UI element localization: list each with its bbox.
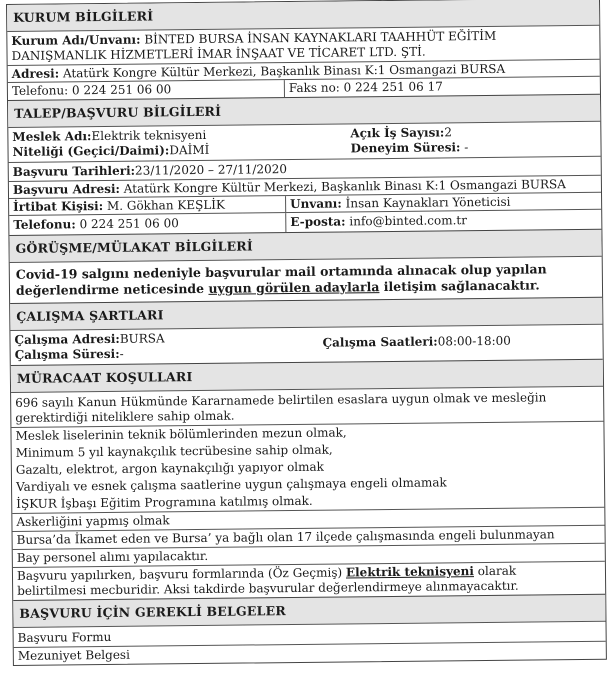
kurum-ad-value-2: DANIŞMANLIK HİZMETLERİ İMAR İNŞAAT VE TİCARET LTD. ŞTİ. <box>11 44 426 63</box>
meslek-value: Elektrik teknisyeni <box>91 127 207 144</box>
muracaat-line-2: Meslek liselerinin teknik bölümlerinden mezun olmak, <box>11 421 603 445</box>
irtibat-label: İrtibat Kişisi: <box>13 198 104 214</box>
muracaat-line-4: Gazaltı, elektrot, argon kaynakçılığı yapıyor olmak <box>15 459 324 477</box>
basvuru-adres-label: Başvuru Adresi: <box>12 181 121 197</box>
tarih-value: 23/11/2020 – 27/11/2020 <box>134 162 288 178</box>
tarih-label: Başvuru Tarihleri: <box>12 163 136 179</box>
muracaat-line-10u: Elektrik teknisyeni <box>345 564 475 580</box>
calisma-saat-value: 08:00-18:00 <box>437 333 511 349</box>
belgeler-item-2: Mezuniyet Belgesi <box>14 641 606 665</box>
muracaat-line-1b: gerektirdiği niteliklere sahip olmak. <box>15 408 235 425</box>
calisma-adres-label: Çalışma Adresi: <box>14 331 120 347</box>
kurum-ad-label: Kurum Adı/Unvanı: <box>11 32 141 48</box>
nitelik-label: Niteliği (Geçici/Daimi): <box>12 143 170 159</box>
muracaat-line-1a: 696 sayılı Kanun Hükmünde Kararnamede belirtilen esaslara uygun olmak ve mesleğin <box>15 390 547 410</box>
gorusme-header: GÖRÜŞME/MÜLAKAT BİLGİLERİ <box>9 229 601 262</box>
document-page <box>6 0 607 666</box>
muracaat-line-8: Bursa’da İkamet eden ve Bursa’ ya bağlı olan 17 ilçede çalışmasında engeli bulunmayan <box>13 525 605 549</box>
belgeler-item-1: Başvuru Formu <box>14 621 606 647</box>
muracaat-line-10b: olarak <box>473 563 517 579</box>
muracaat-line-7: Askerliğini yapmış olmak <box>12 507 604 531</box>
muracaat-line-10a: Başvuru yapılırken, başvuru formlarında (Öz Geçmiş) <box>16 565 347 583</box>
gorusme-text-2u: uygun görülen adaylarla <box>208 279 380 296</box>
deneyim-label: Deneyim Süresi: <box>350 140 461 156</box>
calisma-saat-label: Çalışma Saatleri: <box>322 334 438 350</box>
acik-is-label: Açık İş Sayısı: <box>350 125 445 141</box>
acik-is-value: 2 <box>444 125 453 140</box>
muracaat-line-9: Bay personel alımı yapılacaktır. <box>13 543 605 567</box>
muracaat-line-5: Vardiyalı ve esnek çalışma saatlerine uygun çalışmaya engeli olmamak <box>15 475 447 494</box>
gorusme-text-2a: değerlendirme neticesinde <box>15 280 209 298</box>
unvan-label: Unvanı: <box>290 196 342 212</box>
calisma-header: ÇALIŞMA ŞARTLARI <box>10 297 602 330</box>
eposta-label: E-posta: <box>290 214 346 230</box>
muracaat-line-6: İŞKUR İşbaşı Eğitim Programına katılmış olmak. <box>16 493 313 511</box>
talep-telefon-label: Telefonu: <box>13 217 76 232</box>
belgeler-header: BAŞVURU İÇİN GEREKLİ BELGELER <box>13 594 605 627</box>
kurum-telefon: Telefonu: 0 224 251 06 00 <box>8 80 285 100</box>
kurum-adres-value: Atatürk Kongre Kültür Merkezi, Başkanlık Binası K:1 Osmangazi BURSA <box>59 61 506 81</box>
basvuru-adres-value: Atatürk Kongre Kültür Merkezi, Başkanlık Binası K:1 Osmangazi BURSA <box>119 177 566 196</box>
irtibat-value: M. Gökhan KEŞLİK <box>103 197 226 213</box>
muracaat-header: MÜRACAAT KOŞULLARI <box>11 359 603 392</box>
kurum-faks: Faks no: 0 224 251 06 17 <box>288 79 443 96</box>
meslek-label: Meslek Adı: <box>12 129 92 144</box>
calisma-sure-value: - <box>119 346 124 361</box>
muracaat-line-3: Minimum 5 yıl kaynakçılık tecrübesine sahip olmak, <box>15 442 333 460</box>
kurum-adres-label: Adresi: <box>11 66 60 81</box>
calisma-adres-value: BURSA <box>119 331 165 346</box>
kurum-ad-value-1: BİNTED BURSA İNSAN KAYNAKLARI TAAHHÜT EĞİTİM <box>140 28 497 47</box>
talep-telefon-value: 0 224 251 06 00 <box>75 216 179 232</box>
unvan-value: İnsan Kaynakları Yöneticisi <box>341 194 511 211</box>
deneyim-value: - <box>460 140 469 155</box>
gorusme-text-1: Covid-19 salgını nedeniyle başvurular mail ortamında alınacak olup yapılan <box>15 261 547 282</box>
talep-header: TALEP/BAŞVURU BİLGİLERİ <box>8 94 600 127</box>
muracaat-line-11: belirtilmesi mecburidir. Aksi takdirde başvurular değerlendirmeye alınmayacaktır. <box>17 578 519 598</box>
gorusme-text <box>10 256 602 303</box>
nitelik-value: DAİMİ <box>169 142 210 158</box>
gorusme-text-2b: iletişim sağlanacaktır. <box>379 277 540 295</box>
calisma-sure-label: Çalışma Süresi: <box>14 346 120 362</box>
eposta-value: info@binted.com.tr <box>345 213 468 229</box>
kurum-header: KURUM BİLGİLERİ <box>7 0 599 31</box>
